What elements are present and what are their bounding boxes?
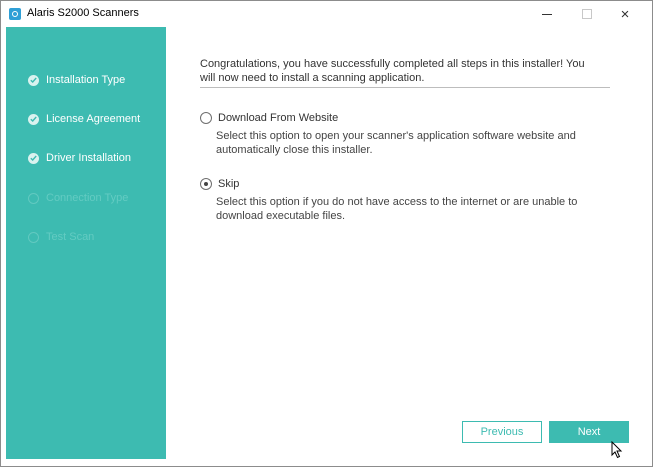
step-connection-type bbox=[28, 190, 128, 206]
step-label: License Agreement bbox=[46, 113, 141, 125]
option-description: Select this option to open your scanner's application software website and automatically close this installer. bbox=[216, 130, 576, 156]
step-installation-type bbox=[28, 72, 125, 88]
maximize-button[interactable] bbox=[567, 1, 607, 27]
next-button[interactable]: Next bbox=[549, 421, 629, 443]
step-test-scan bbox=[28, 229, 94, 245]
option-download-from-website[interactable] bbox=[200, 111, 620, 157]
step-license-agreement bbox=[28, 111, 140, 127]
pending-circle-icon bbox=[28, 232, 39, 243]
maximize-icon bbox=[582, 9, 592, 19]
check-icon bbox=[28, 75, 39, 86]
window-title: Alaris S2000 Scanners bbox=[27, 7, 139, 19]
step-driver-installation bbox=[28, 150, 131, 166]
pending-circle-icon bbox=[28, 193, 39, 204]
option-label[interactable]: Skip bbox=[218, 178, 240, 190]
radio-button[interactable] bbox=[200, 112, 212, 124]
scanner-app-icon bbox=[9, 8, 21, 20]
minimize-button[interactable] bbox=[527, 1, 567, 27]
title-bar[interactable] bbox=[1, 1, 652, 27]
check-icon bbox=[28, 153, 39, 164]
step-label: Installation Type bbox=[46, 74, 126, 86]
option-skip[interactable] bbox=[200, 177, 620, 223]
option-header[interactable] bbox=[200, 177, 620, 191]
close-icon: × bbox=[620, 5, 630, 23]
main-content bbox=[167, 27, 647, 459]
step-label: Driver Installation bbox=[46, 152, 131, 164]
option-description: Select this option if you do not have access to the internet or are unable to download executable files. bbox=[216, 196, 578, 222]
option-header[interactable] bbox=[200, 111, 620, 125]
step-label: Test Scan bbox=[46, 231, 95, 243]
step-label: Connection Type bbox=[46, 192, 129, 204]
divider bbox=[200, 87, 610, 88]
steps-sidebar bbox=[6, 27, 166, 459]
minimize-icon bbox=[542, 14, 552, 15]
close-button[interactable] bbox=[605, 1, 645, 27]
mouse-cursor-icon bbox=[611, 441, 623, 459]
check-icon bbox=[28, 114, 39, 125]
previous-button[interactable]: Previous bbox=[462, 421, 542, 443]
radio-button-selected[interactable] bbox=[200, 178, 212, 190]
intro-text: Congratulations, you have successfully completed all steps in this installer! You will now need to install a scanning application. bbox=[200, 58, 585, 84]
option-label[interactable]: Download From Website bbox=[218, 112, 339, 124]
